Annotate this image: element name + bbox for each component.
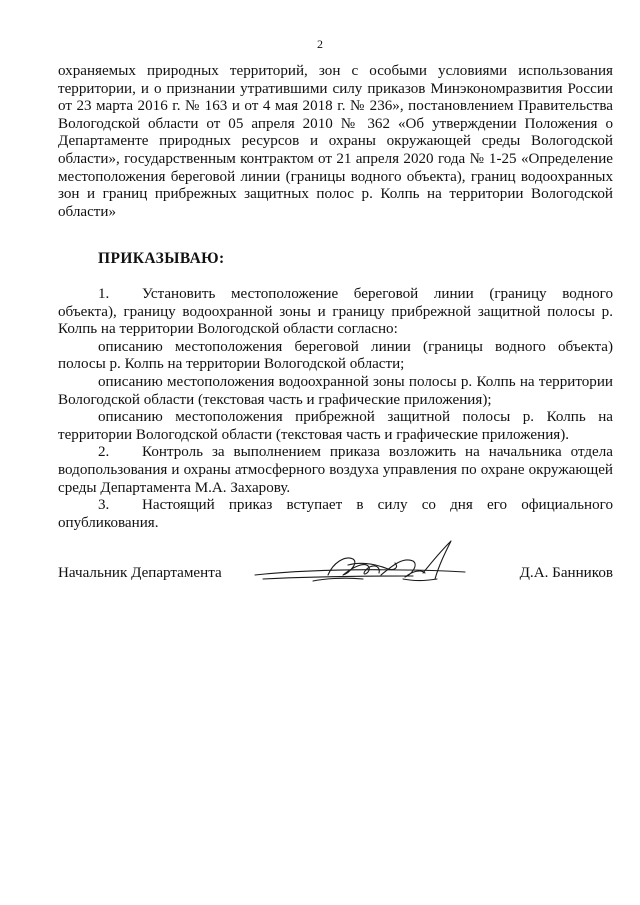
order-item-1 bbox=[58, 286, 613, 339]
order-item-2 bbox=[58, 444, 613, 497]
order-item-3 bbox=[58, 497, 613, 532]
signer-name: Д.А. Банников bbox=[519, 565, 613, 581]
signature-block bbox=[58, 561, 613, 585]
page-number: 2 bbox=[317, 37, 323, 51]
item-number: 3. bbox=[98, 497, 110, 514]
item-number: 2. bbox=[98, 444, 110, 461]
order-subitem-shoreline: описанию местоположения береговой линии (границы водного объекта) полосы р. Колпь на территории Вологодской области; bbox=[58, 338, 613, 373]
intro-text: охраняемых природных территорий, зон с особыми условиями использования территории, и о признании утратившими силу приказов Минэкономразвития России от 23 марта 2016 г. № 163 и от 4 мая 2018 г. № 236», постановлением Правительства Вологодской области от 05 апреля 2010 № 362 «Об утверждении Положения о Департаменте природных ресурсов и охраны окружающей среды Вологодской области», государственным контрактом от 21 апреля 2020 года № 1-25 «Определение местоположения береговой линии (границы водного объекта), границ водоохранных зон и границ прибрежных защитных полос р. Колпь на территории Вологодской области» bbox=[58, 63, 613, 220]
order-subitem-coastal-strip: описанию местоположения прибрежной защитной полосы р. Колпь на территории Вологодской области (текстовая часть и графические приложения). bbox=[58, 409, 613, 443]
item-text: Установить местоположение береговой линии (границу водного объекта), границу водоохранной зоны и границу прибрежной защитной полосы р. Колпь на территории Вологодской области согласно: bbox=[58, 286, 613, 338]
order-heading: ПРИКАЗЫВАЮ: bbox=[98, 250, 225, 267]
item-text: Настоящий приказ вступает в силу со дня его официального опубликования. bbox=[58, 497, 613, 531]
order-subitem-water-protection-zone: описанию местоположения водоохранной зоны полосы р. Колпь на территории Вологодской области (текстовая часть и графические приложения); bbox=[58, 373, 613, 408]
intro-paragraph bbox=[58, 63, 613, 221]
item-number: 1. bbox=[98, 286, 110, 302]
signer-title: Начальник Департамента bbox=[58, 565, 222, 581]
handwritten-signature bbox=[253, 535, 468, 591]
item-text: Контроль за выполнением приказа возложить на начальника отдела водопользования и охраны атмосферного воздуха управления по охране окружающей среды Департамента М.А. Захарову. bbox=[58, 444, 613, 496]
order-items bbox=[58, 286, 613, 532]
